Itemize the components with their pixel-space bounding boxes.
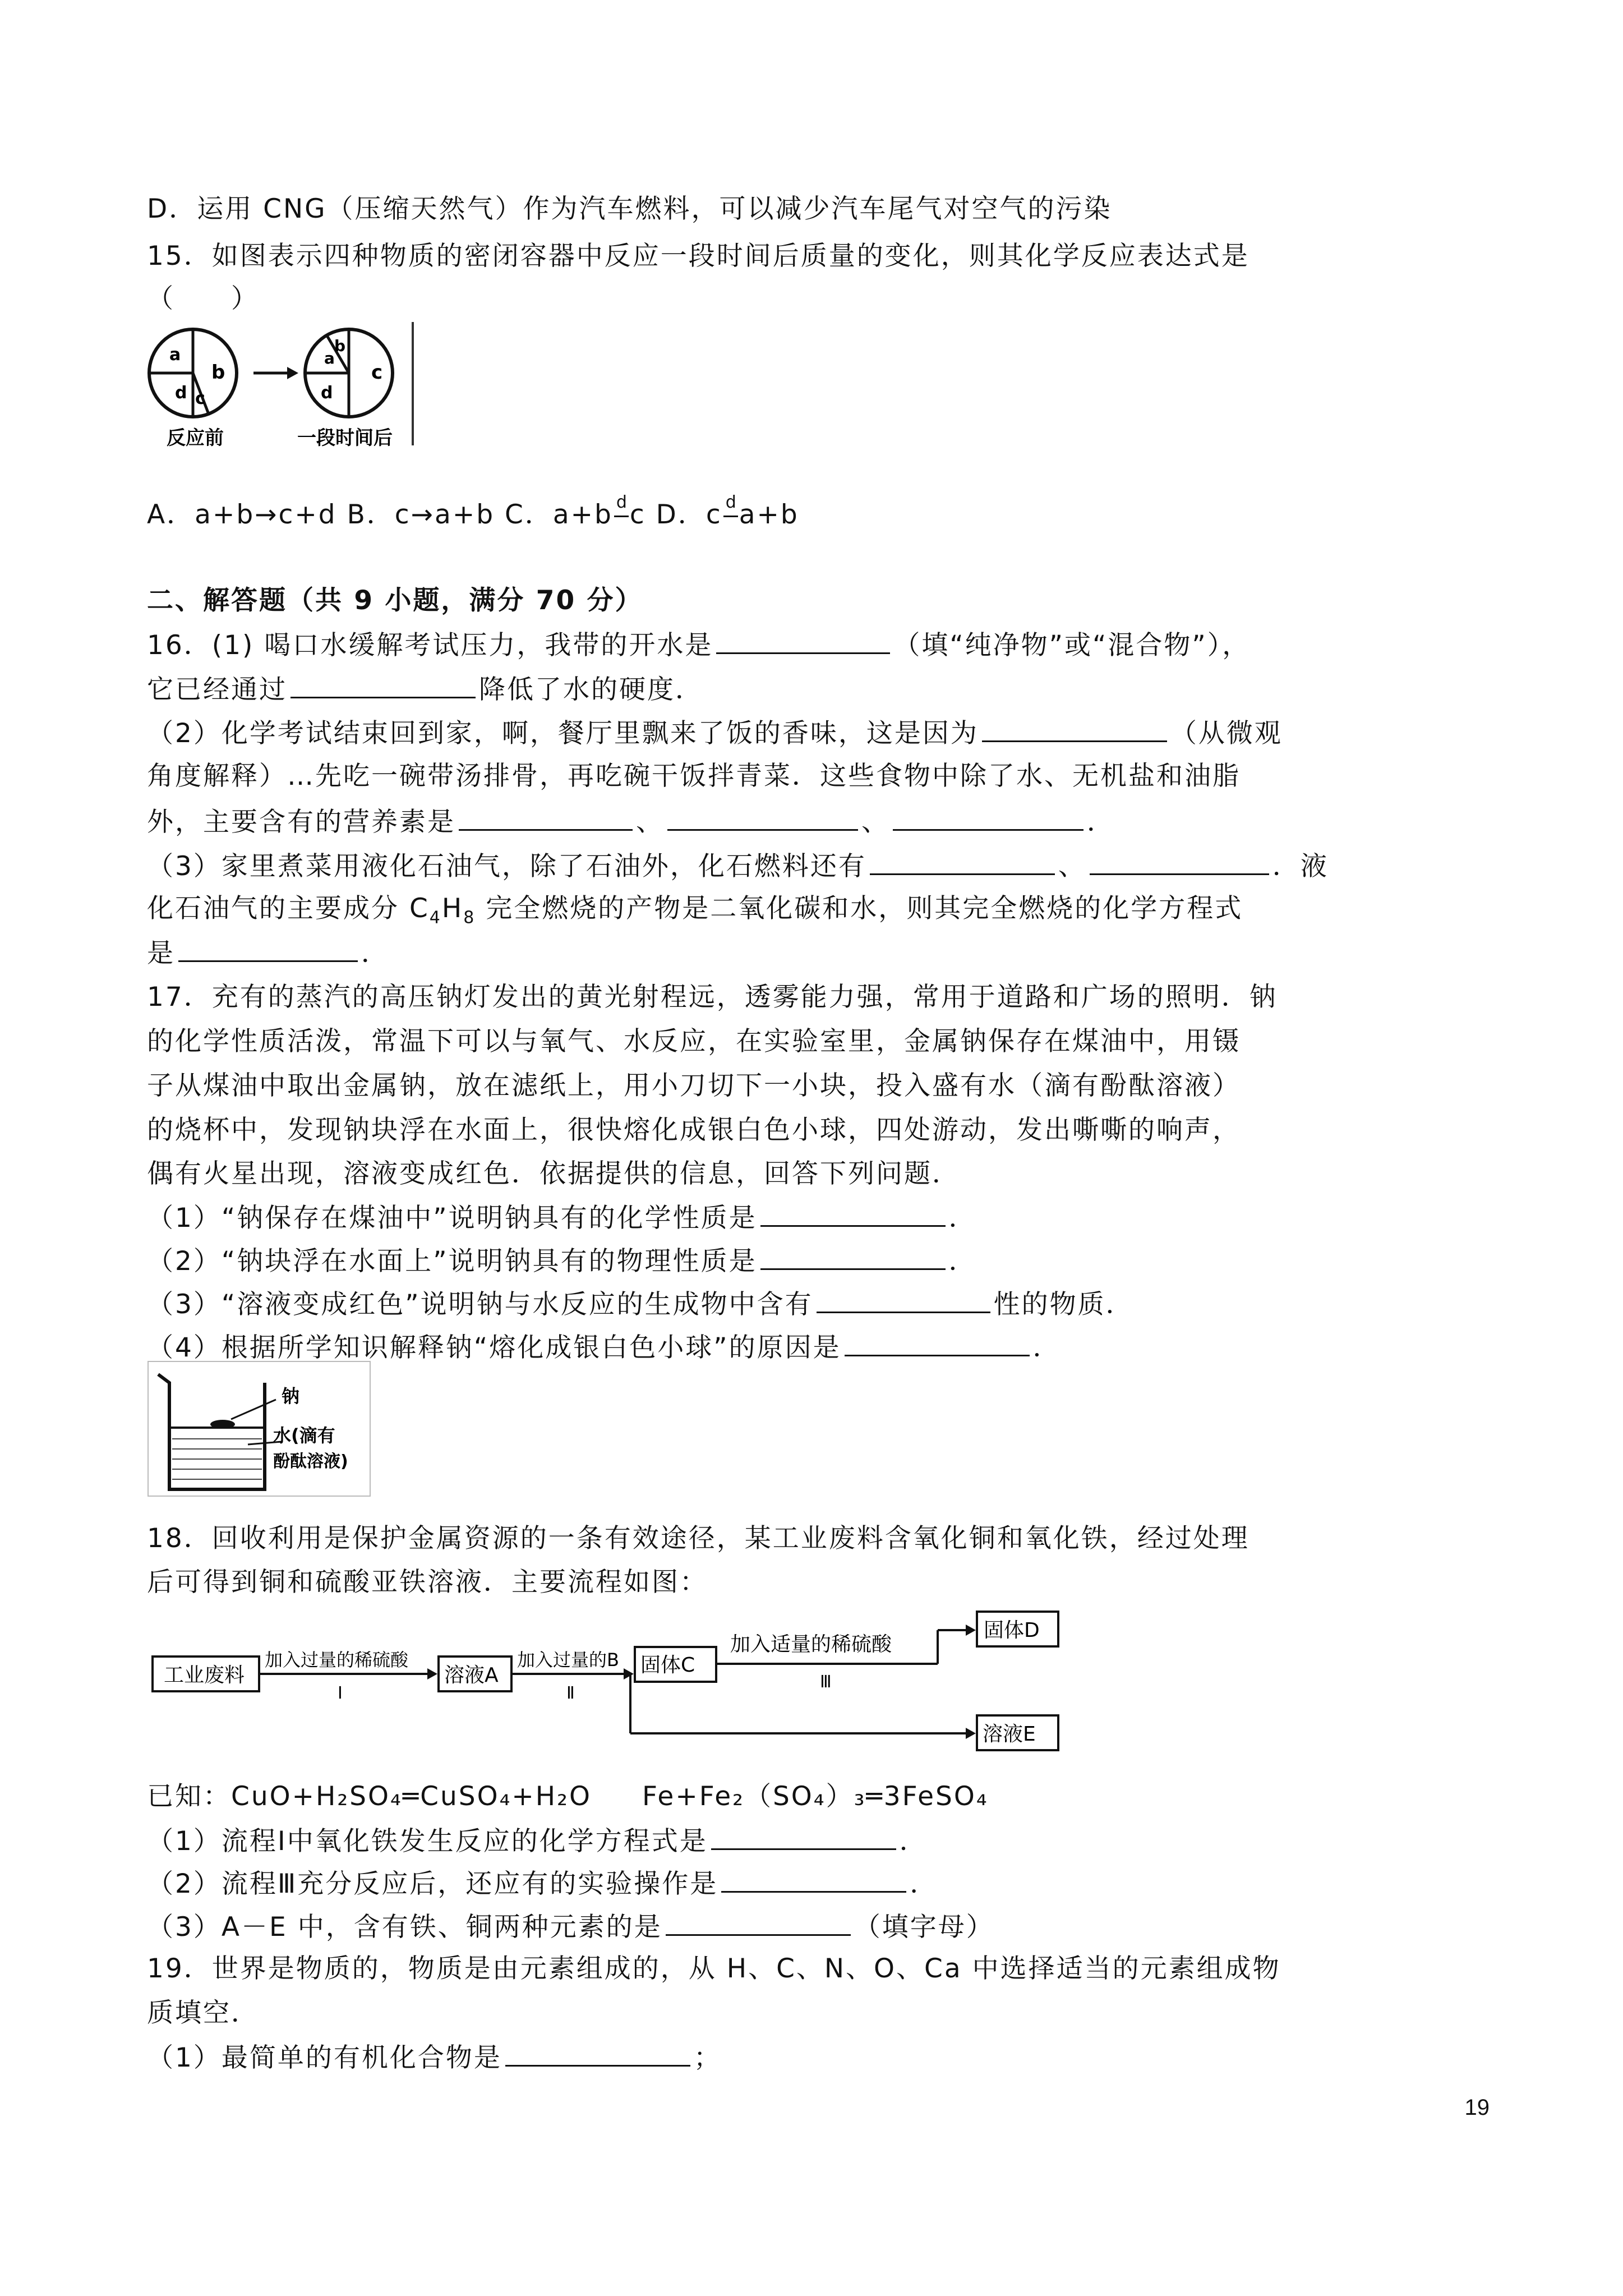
text: 的烧杯中，发现钠块浮在水面上，很快熔化成银白色小球，四处游动，发出嘶嘶的响声，	[147, 1115, 1241, 1145]
q16-line-7	[147, 890, 1243, 936]
q17-line-2	[147, 1023, 1241, 1060]
option-a: A．a+b→c+d	[147, 499, 337, 530]
text: 、	[636, 807, 664, 838]
q17-line-3	[147, 1068, 1241, 1105]
text: 后可得到铜和硫酸亚铁溶液．主要流程如图：	[147, 1567, 708, 1598]
text: 角度解释）…先吃一碗带汤排骨，再吃碗干饭拌青菜．这些食物中除了水、无机盐和油脂	[147, 761, 1241, 792]
text: D．运用 CNG（压缩天然气）作为汽车燃料，可以减少汽车尾气对空气的污染	[147, 194, 1112, 224]
q18-sub-2	[147, 1864, 938, 1903]
option-d	[656, 493, 799, 530]
water-label-1: 水(滴有	[273, 1425, 335, 1446]
text: 15．如图表示四种物质的密闭容器中反应一段时间后质量的变化，则其化学反应表达式是	[147, 241, 1249, 272]
text: 17．充有的蒸汽的高压钠灯发出的黄光射程远，透雾能力强，常用于道路和广场的照明．钠	[147, 982, 1278, 1013]
text: （从微观	[1170, 718, 1283, 749]
answer-blank[interactable]	[760, 1241, 946, 1270]
text: a+b	[739, 499, 799, 530]
text: 它已经通过	[147, 674, 287, 705]
text: c	[629, 499, 646, 530]
waste-label: 工业废料	[164, 1664, 245, 1687]
text: 19．世界是物质的，物质是由元素组成的，从 H、C、N、O、Ca 中选择适当的元素组成物	[147, 1953, 1281, 1984]
q17-line-1	[147, 979, 1278, 1016]
text: ．	[1087, 807, 1115, 838]
arrow-icon	[253, 367, 298, 379]
solid-d-label: 固体D	[984, 1619, 1040, 1642]
option-b: B．c→a+b	[347, 499, 495, 530]
answer-blank[interactable]	[870, 846, 1055, 875]
q16-line-3	[147, 714, 1283, 752]
label-d: d	[321, 383, 333, 403]
q19-line-1	[147, 1950, 1281, 1987]
figure-18-flowchart	[147, 1603, 1072, 1755]
step2-label: 加入过量的B	[517, 1649, 619, 1671]
text: （填“纯净物”或“混合物”），	[893, 630, 1251, 661]
subscript: 8	[463, 908, 476, 928]
text: ．	[899, 1826, 928, 1857]
subscript: 4	[429, 908, 442, 928]
text: （填字母）	[854, 1912, 994, 1943]
text: ．	[1032, 1332, 1061, 1363]
answer-blank[interactable]	[291, 670, 476, 698]
q18-known	[147, 1778, 989, 1815]
text: 偶有火星出现，溶液变成红色．依据提供的信息，回答下列问题．	[147, 1158, 960, 1189]
question-15-answer-paren	[147, 280, 259, 318]
text: 质填空．	[147, 1998, 259, 2028]
q16-line-8	[147, 933, 389, 972]
text: （3）“溶液变成红色”说明钠与水反应的生成物中含有	[147, 1289, 813, 1320]
question-14-option-d	[147, 191, 1112, 228]
q17-sub-1	[147, 1198, 977, 1237]
label-c: c	[371, 361, 383, 384]
solid-c-label: 固体C	[640, 1654, 695, 1677]
text: 、	[861, 807, 889, 838]
text: （4）根据所学知识解释钠“熔化成银白色小球”的原因是	[147, 1332, 841, 1363]
equation-2: Fe+Fe₂（SO₄）₃═3FeSO₄	[642, 1781, 989, 1812]
text: 16．(1) 喝口水缓解考试压力，我带的开水是	[147, 630, 713, 661]
text: （2）化学考试结束回到家，啊，餐厅里飘来了饭的香味，这是因为	[147, 718, 979, 749]
answer-blank[interactable]	[817, 1285, 990, 1313]
step1-label: 加入过量的稀硫酸	[265, 1649, 409, 1671]
water-label-2: 酚酞溶液)	[273, 1452, 348, 1471]
text: ．	[910, 1869, 938, 1899]
q16-line-2	[147, 670, 703, 708]
question-15-options	[147, 493, 799, 533]
q16-line-5	[147, 802, 1115, 841]
label-c: c	[195, 389, 205, 408]
text: 的化学性质活泼，常温下可以与氧气、水反应，在实验室里，金属钠保存在煤油中，用镊	[147, 1026, 1241, 1057]
text: 子从煤油中取出金属钠，放在滤纸上，用小刀切下一小块，投入盛有水（滴有酚酞溶液）	[147, 1070, 1241, 1101]
text: 是	[147, 938, 175, 969]
q17-line-4	[147, 1112, 1241, 1149]
after-label: 一段时间后	[297, 427, 393, 449]
beaker-icon	[158, 1374, 282, 1489]
arrow-icon	[966, 1728, 976, 1739]
answer-blank[interactable]	[721, 1864, 906, 1893]
condition-arrow	[613, 493, 630, 533]
answer-blank[interactable]	[893, 802, 1083, 831]
text: D．c	[656, 499, 722, 530]
q19-line-2	[147, 1995, 259, 2032]
text: 完全燃烧的产物是二氧化碳和水，则其完全燃烧的化学方程式	[476, 893, 1243, 924]
page-number: 19	[1464, 2095, 1490, 2120]
before-circle	[149, 329, 237, 417]
q16-line-4	[147, 758, 1241, 795]
text: 18．回收利用是保护金属资源的一条有效途径，某工业废料含氧化铜和氧化铁，经过处理	[147, 1523, 1249, 1554]
q18-sub-3	[147, 1907, 994, 1946]
text: H	[441, 893, 464, 924]
solution-e-label: 溶液E	[983, 1723, 1036, 1746]
text: ；	[693, 2042, 722, 2073]
answer-blank[interactable]	[505, 2038, 690, 2067]
text: ．	[948, 1246, 977, 1277]
answer-blank[interactable]	[666, 1907, 851, 1936]
answer-blank[interactable]	[667, 802, 858, 831]
text: （2）流程Ⅲ充分反应后，还应有的实验操作是	[147, 1869, 718, 1899]
q16-line-1	[147, 625, 1250, 664]
answer-blank[interactable]	[711, 1821, 896, 1850]
text: 、	[1058, 851, 1086, 882]
figure-17-beaker	[147, 1360, 382, 1501]
text: （1）流程Ⅰ中氧化铁发生反应的化学方程式是	[147, 1826, 708, 1857]
q18-line-2	[147, 1564, 708, 1601]
text: ．	[948, 1203, 977, 1234]
text: （1）“钠保存在煤油中”说明钠具有的化学性质是	[147, 1203, 757, 1234]
label-d: d	[175, 383, 187, 403]
text: （2）“钠块浮在水面上”说明钠具有的物理性质是	[147, 1246, 757, 1277]
answer-blank[interactable]	[760, 1198, 946, 1227]
step1-number: Ⅰ	[338, 1683, 343, 1703]
answer-blank[interactable]	[982, 714, 1167, 742]
answer-blank[interactable]	[716, 625, 890, 654]
after-circle	[305, 329, 393, 417]
text: 降低了水的硬度．	[479, 674, 703, 705]
condition-label: d	[725, 493, 738, 512]
sodium-label: 钠	[282, 1386, 300, 1407]
condition-label: d	[616, 493, 629, 512]
text: ．液	[1272, 851, 1329, 882]
text: （ ）	[147, 283, 259, 314]
option-c	[505, 493, 646, 530]
label-a: a	[169, 345, 181, 365]
text: （3）A－E 中，含有铁、铜两种元素的是	[147, 1912, 662, 1943]
q19-sub-1	[147, 2038, 722, 2077]
text: ．	[361, 938, 389, 969]
text: 性的物质．	[993, 1289, 1134, 1320]
label-a: a	[324, 349, 335, 367]
answer-blank[interactable]	[1090, 846, 1269, 875]
text: 二、解答题（共 9 小题，满分 70 分）	[147, 585, 643, 616]
q16-line-6	[147, 846, 1329, 885]
equation-1: CuO+H₂SO₄═CuSO₄+H₂O	[231, 1781, 592, 1812]
label-b: b	[211, 361, 225, 384]
arrow-icon	[624, 1668, 634, 1680]
question-15-stem	[147, 238, 1249, 275]
text: （3）家里煮菜用液化石油气，除了石油外，化石燃料还有	[147, 851, 866, 882]
arrow-icon	[427, 1668, 437, 1680]
text: 已知：	[147, 1781, 231, 1812]
solution-a-label: 溶液A	[444, 1664, 499, 1687]
step3-number: Ⅲ	[820, 1672, 832, 1692]
before-label: 反应前	[167, 427, 224, 449]
label-b: b	[334, 337, 346, 355]
text: C．a+b	[505, 499, 613, 530]
q17-sub-2	[147, 1241, 977, 1280]
step3-label: 加入适量的稀硫酸	[730, 1633, 892, 1656]
answer-blank[interactable]	[178, 933, 358, 962]
step2-number: Ⅱ	[566, 1683, 575, 1703]
condition-arrow	[722, 493, 739, 533]
text: （1）最简单的有机化合物是	[147, 2042, 502, 2073]
q17-sub-3	[147, 1285, 1134, 1323]
answer-blank[interactable]	[459, 802, 633, 831]
figure-15-mass-pie	[147, 320, 422, 454]
answer-blank[interactable]	[845, 1328, 1030, 1356]
text: 外，主要含有的营养素是	[147, 807, 455, 838]
arrow-icon	[966, 1625, 976, 1636]
q18-sub-1	[147, 1821, 928, 1860]
q18-line-1	[147, 1520, 1249, 1557]
q17-line-5	[147, 1156, 960, 1193]
text: 化石油气的主要成分 C	[147, 893, 430, 924]
section-2-heading	[147, 582, 643, 619]
